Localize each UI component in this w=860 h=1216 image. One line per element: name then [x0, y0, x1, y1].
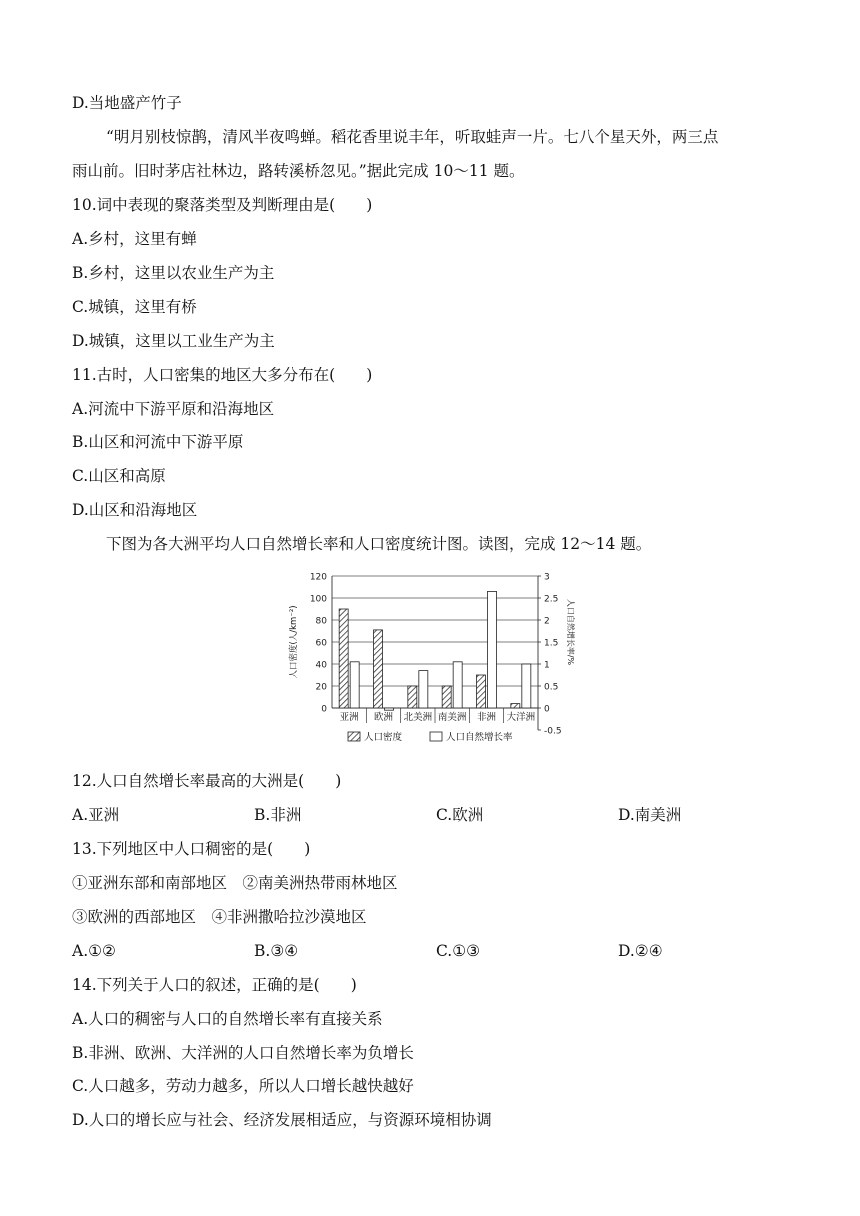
y-left-tick-label: 0 [321, 704, 327, 715]
legend-swatch-growth [430, 732, 442, 741]
x-tick-label: 亚洲 [339, 712, 359, 723]
density-bar [408, 686, 417, 708]
q10-option-c: C.城镇，这里有桥 [72, 298, 197, 316]
q13-option-b: B.③④ [254, 942, 299, 960]
legend-label-density: 人口密度 [364, 732, 403, 743]
poem-passage-line1: “明月别枝惊鹊，清风半夜鸣蝉。稻花香里说丰年，听取蛙声一片。七八个星天外，两三点 [106, 128, 719, 146]
q14-option-b: B.非洲、欧洲、大洋洲的人口自然增长率为负增长 [72, 1044, 414, 1062]
q10-option-a: A.乡村，这里有蝉 [72, 230, 197, 248]
q12-option-d: D.南美洲 [618, 806, 682, 824]
q11-option-a: A.河流中下游平原和沿海地区 [72, 400, 275, 418]
growth-rate-bar [385, 708, 394, 710]
growth-rate-bar [419, 671, 428, 708]
growth-rate-bar [522, 664, 531, 708]
q11-option-d: D.山区和沿海地区 [72, 501, 198, 519]
x-tick-label: 北美洲 [403, 712, 433, 723]
y-right-tick-label: 0.5 [544, 682, 559, 693]
y-left-tick-label: 60 [315, 638, 327, 649]
q12-option-a: A.亚洲 [72, 806, 120, 824]
x-tick-label: 欧洲 [373, 712, 394, 723]
growth-rate-bar [453, 662, 462, 708]
y-right-tick-label: 2 [544, 616, 550, 627]
y-left-tick-label: 80 [315, 616, 327, 627]
y-right-tick-label: -0.5 [544, 726, 562, 737]
y-left-tick-label: 100 [309, 594, 327, 605]
y-left-tick-label: 120 [309, 572, 327, 583]
question-12: 12.人口自然增长率最高的大洲是( ) [72, 772, 342, 790]
y-left-axis-label: 人口密度(人/km⁻²) [289, 605, 299, 679]
y-left-tick-label: 20 [315, 682, 327, 693]
q13-option-c: C.①③ [436, 942, 481, 960]
x-tick-label: 大洋洲 [506, 712, 536, 723]
density-bar [442, 686, 451, 708]
y-left-tick-label: 40 [315, 660, 327, 671]
q12-option-b: B.非洲 [254, 806, 302, 824]
chart-intro: 下图为各大洲平均人口自然增长率和人口密度统计图。读图，完成 12～14 题。 [106, 535, 652, 553]
y-right-tick-label: 1.5 [544, 638, 559, 649]
question-14: 14.下列关于人口的叙述，正确的是( ) [72, 976, 357, 994]
q13-option-a: A.①② [72, 942, 116, 960]
q10-option-b: B.乡村，这里以农业生产为主 [72, 264, 275, 282]
q13-statements-2: ③欧洲的西部地区 ④非洲撒哈拉沙漠地区 [72, 908, 367, 926]
y-right-tick-label: 1 [544, 660, 550, 671]
y-right-axis-label: 人口自然增长率/% [566, 598, 575, 666]
legend-label-growth: 人口自然增长率 [446, 732, 513, 743]
legend-swatch-density [348, 732, 360, 741]
q10-option-d: D.城镇，这里以工业生产为主 [72, 332, 275, 350]
q12-option-c: C.欧洲 [436, 806, 484, 824]
q14-option-a: A.人口的稠密与人口的自然增长率有直接关系 [72, 1010, 383, 1028]
density-bar [477, 675, 486, 708]
q14-option-d: D.人口的增长应与社会、经济发展相适应，与资源环境相协调 [72, 1111, 492, 1129]
option-d-bamboo: D.当地盛产竹子 [72, 94, 182, 112]
q13-option-d: D.②④ [618, 942, 663, 960]
density-bar [511, 704, 520, 708]
y-right-tick-label: 2.5 [544, 594, 559, 605]
growth-rate-bar [350, 662, 359, 708]
question-13: 13.下列地区中人口稠密的是( ) [72, 840, 311, 858]
q11-option-c: C.山区和高原 [72, 467, 166, 485]
y-right-tick-label: 0 [544, 704, 550, 715]
question-11: 11.古时，人口密集的地区大多分布在( ) [72, 366, 373, 384]
q11-option-b: B.山区和河流中下游平原 [72, 433, 244, 451]
x-tick-label: 非洲 [476, 712, 497, 723]
y-right-tick-label: 3 [544, 572, 550, 583]
q13-statements-1: ①亚洲东部和南部地区 ②南美洲热带雨林地区 [72, 874, 398, 892]
poem-passage-line2: 雨山前。旧时茅店社林边，路转溪桥忽见。”据此完成 10～11 题。 [72, 162, 525, 180]
population-chart [280, 562, 580, 754]
q14-option-c: C.人口越多，劳动力越多，所以人口增长越快越好 [72, 1077, 414, 1095]
density-bar [374, 630, 383, 708]
x-tick-label: 南美洲 [437, 712, 467, 723]
growth-rate-bar [488, 591, 497, 708]
question-10: 10.词中表现的聚落类型及判断理由是( ) [72, 196, 373, 214]
density-bar [339, 609, 348, 708]
